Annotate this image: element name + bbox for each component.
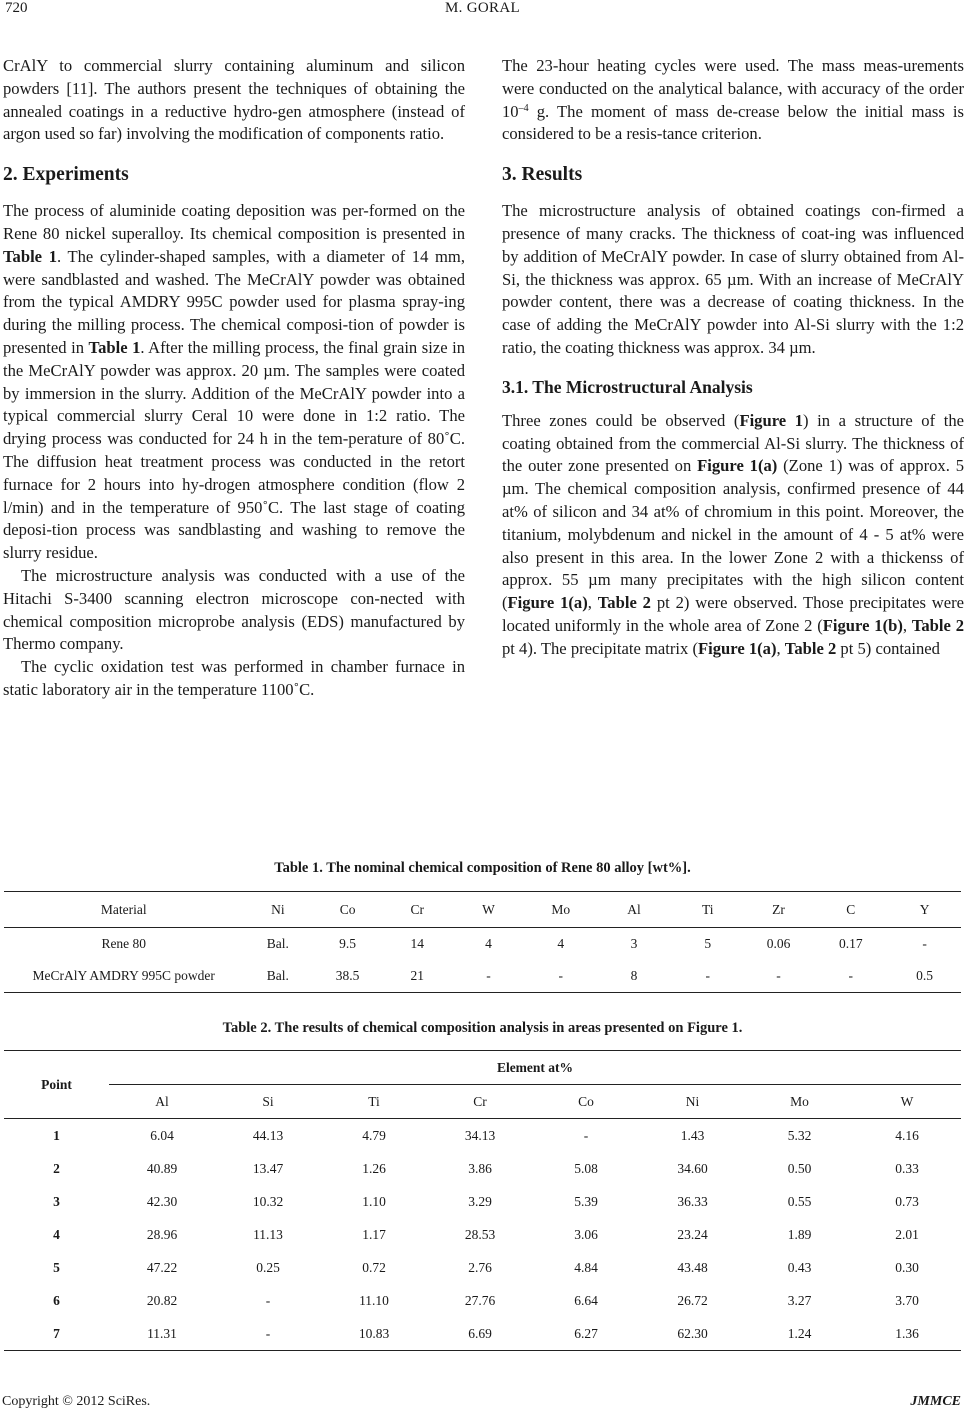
column-header: Ni <box>639 1085 746 1119</box>
column-header: Al <box>109 1085 215 1119</box>
table-cell: 0.17 <box>838 936 863 951</box>
paragraph: The process of aluminide coating deposition was per-formed on the Rene 80 nickel superalloy. Its chemical composition is presented in Table 1. The cylinder-shaped samples, with a diameter of 14 mm, were sandblasted and washed. The MeCrAlY powder was obtained from the typical AMDRY 995C powder used for plasma spray-ing during the milling process. The chemical composi-tion of powder is presented in Table 1. After the milling process, the final grain size in the MeCrAlY powder was approx. 20 µm. The samples were coated by immersion in the slurry. Addition of the MeCrAlY powder into a typical commercial slurry Ceral 10 were done in 1:2 ratio. The drying process was conducted for 24 h in the tem-perature of 80˚C. The diffusion heat treatment process was conducted in the retort furnace for 2 hours into hy-drogen atmosphere condition (flow 2 l/min) and in the temperature of 950˚C. The last stage of coating deposi-tion process was sandblasting and washing to remove the slurry residue. <box>3 201 465 563</box>
table-cell: 1.89 <box>787 1226 812 1242</box>
column-header: Co <box>312 892 383 928</box>
table-row <box>4 1185 961 1218</box>
table-cell: 4 <box>53 1226 60 1242</box>
table-cell: 3.06 <box>574 1226 598 1242</box>
column-header: Ti <box>672 892 744 928</box>
column-header: Si <box>215 1085 321 1119</box>
table2 <box>4 1050 961 1351</box>
copyright-notice: Copyright © 2012 SciRes. <box>2 1394 151 1409</box>
table-cell: 0.50 <box>787 1160 812 1176</box>
table-cell: 0.73 <box>895 1193 919 1209</box>
table-cell: - <box>558 968 564 983</box>
figure-reference[interactable]: Figure 1 <box>739 410 804 430</box>
column-header: Cr <box>383 892 452 928</box>
table-reference[interactable]: Table 2 <box>784 638 837 658</box>
table-cell: 20.82 <box>146 1292 178 1308</box>
table-row <box>4 1317 961 1351</box>
table-cell: - <box>265 1292 271 1308</box>
table-cell: - <box>848 968 854 983</box>
table-cell: 4.16 <box>895 1127 919 1143</box>
table-cell: 6.27 <box>574 1325 598 1341</box>
table-cell: 5.08 <box>574 1160 598 1176</box>
column-header: C <box>813 892 888 928</box>
table-cell: Rene 80 <box>101 936 147 951</box>
table-cell: 3 <box>630 936 638 951</box>
table-cell: 11.13 <box>253 1226 283 1242</box>
table-cell: 5 <box>53 1259 60 1275</box>
table-cell: 0.55 <box>787 1193 812 1209</box>
column-header: Mo <box>746 1085 853 1119</box>
table-cell: 2.76 <box>468 1259 492 1275</box>
table-cell: - <box>486 968 491 983</box>
table-row <box>4 928 961 961</box>
column-header: Zr <box>744 892 814 928</box>
table-cell: Bal. <box>266 968 289 983</box>
column-header: Ti <box>321 1085 427 1119</box>
table-cell: 23.24 <box>677 1226 708 1242</box>
section-heading-results: 3. Results <box>502 164 583 186</box>
subsection-heading: 3.1. The Microstructural Analysis <box>502 376 753 397</box>
table-cell: 0.43 <box>787 1259 812 1275</box>
table-cell: - <box>922 936 927 951</box>
table-reference[interactable]: Table 1 <box>88 337 141 357</box>
table-cell: 0.72 <box>362 1259 386 1275</box>
table-cell: 8 <box>630 968 638 983</box>
table-cell: 3.86 <box>468 1160 492 1176</box>
table-cell: 3.70 <box>895 1292 919 1308</box>
table-cell: 21 <box>410 968 425 983</box>
table-cell: Bal. <box>266 936 289 951</box>
table-cell: 2.01 <box>895 1226 919 1242</box>
table-reference[interactable]: Table 1 <box>3 246 57 266</box>
column-header: Co <box>533 1085 639 1119</box>
table-cell: - <box>776 968 781 983</box>
column-header: Cr <box>427 1085 533 1119</box>
table-cell: 1.10 <box>362 1193 386 1209</box>
paragraph: CrAlY to commercial slurry containing aluminum and silicon powders [11]. The authors present the techniques of obtaining the annealed coatings in a reductive hydro-gen atmosphere (instead of argon used so far) involving the modification of components ratio. <box>3 56 465 144</box>
table-cell: 5 <box>704 936 712 951</box>
table-cell: 11.31 <box>147 1325 177 1341</box>
table-header-row <box>4 1051 961 1085</box>
table1 <box>4 891 961 993</box>
table-cell: 11.10 <box>359 1292 389 1308</box>
table-cell: 4.79 <box>362 1127 386 1143</box>
table-reference[interactable]: Table 2 <box>597 593 651 613</box>
paragraph: Three zones could be observed (Figure 1) in a structure of the coating obtained from the commercial Al-Si slurry. The thickness of the outer zone presented on Figure 1(a) (Zone 1) was of approx. 5 µm. The chemical composition analysis, confirmed presence of 44 at% of silicon and 34 at% of chromium in this point. Moreover, the titanium, molybdenum and nickel in the amount of 4 - 5 at% were also present in this area. In the lower Zone 2 with a thickenss of approx. 55 µm many precipitates with the high silicon content (Figure 1(a), Table 2 pt 2) were observed. Those precipitates were located uniformly in the whole area of Zone 2 (Figure 1(b), Table 2 pt 4). The precipitate matrix (Figure 1(a), Table 2 pt 5) contained <box>502 410 965 658</box>
running-head: M. GORAL <box>445 0 520 16</box>
table-cell: 14 <box>410 936 425 951</box>
table-cell: 44.13 <box>252 1127 284 1143</box>
table-cell: 3.27 <box>787 1292 812 1308</box>
table-cell: 7 <box>53 1325 60 1341</box>
table-cell: 4 <box>557 936 565 951</box>
paragraph: The microstructure analysis of obtained coatings con-firmed a presence of many cracks. The thickness of coat-ing was influenced by addition of MeCrAlY powder. In case of slurry obtained from Al-Si, the thickness was approx. 65 µm. With an increase of MeCrAlY powder content, there was a decrease of coating thickness. In the case of adding the MeCrAlY powder into Al-Si slurry with the 1:2 ratio, the coating thickness was approx. 34 µm. <box>502 201 964 357</box>
table-cell: 13.47 <box>252 1160 284 1176</box>
figure-reference[interactable]: Figure 1(b) <box>822 615 903 635</box>
table-cell: 47.22 <box>146 1259 178 1275</box>
table-cell: 0.30 <box>895 1259 919 1275</box>
section-heading-experiments: 2. Experiments <box>3 164 129 186</box>
table-cell: 28.96 <box>146 1226 178 1242</box>
table-reference[interactable]: Table 2 <box>911 615 964 635</box>
table-cell: 0.33 <box>895 1160 919 1176</box>
table-cell: 6.64 <box>574 1292 598 1308</box>
table1-caption: Table 1. The nominal chemical composition of Rene 80 alloy [wt%]. <box>274 860 691 876</box>
table-cell: 6.04 <box>150 1127 174 1143</box>
table-cell: MeCrAlY AMDRY 995C powder <box>32 968 215 983</box>
table-cell: 36.33 <box>677 1193 708 1209</box>
table-cell: 1.17 <box>362 1226 386 1242</box>
figure-reference[interactable]: Figure 1(a) <box>697 456 778 476</box>
table-row <box>4 1152 961 1185</box>
table-cell: 40.89 <box>146 1160 178 1176</box>
column-header: Al <box>596 892 672 928</box>
table-cell: 0.06 <box>766 936 791 951</box>
left-column <box>3 55 465 702</box>
column-header: W <box>853 1085 961 1119</box>
table-cell: 27.76 <box>464 1292 496 1308</box>
table-cell: 3.29 <box>468 1193 492 1209</box>
page-number: 720 <box>5 0 28 16</box>
column-group-header: Element at% <box>109 1051 961 1085</box>
table-cell: 28.53 <box>464 1226 496 1242</box>
column-header: Y <box>888 892 961 928</box>
table-cell: 4.84 <box>574 1259 598 1275</box>
table-cell: 0.5 <box>916 968 934 983</box>
column-header: Mo <box>525 892 596 928</box>
table2-caption: Table 2. The results of chemical composition analysis in areas presented on Figure 1. <box>222 1020 743 1036</box>
table-cell: 3 <box>53 1193 60 1209</box>
table-cell: 0.25 <box>256 1259 280 1275</box>
table-row <box>4 1218 961 1251</box>
table-cell: 1 <box>53 1127 60 1143</box>
table-cell: 2 <box>53 1160 60 1176</box>
column-header: Material <box>4 892 244 928</box>
figure-reference[interactable]: Figure 1(a) <box>697 638 777 658</box>
figure-reference[interactable]: Figure 1(a) <box>507 593 588 613</box>
table-cell: 9.5 <box>339 936 356 951</box>
table-cell: 6.69 <box>468 1325 492 1341</box>
table-cell: 38.5 <box>335 968 360 983</box>
table-cell: 43.48 <box>677 1259 708 1275</box>
table-row <box>4 960 961 993</box>
table-cell: - <box>265 1325 271 1341</box>
table-cell: 10.32 <box>252 1193 284 1209</box>
table-header-row <box>4 892 961 928</box>
column-header: W <box>452 892 526 928</box>
paragraph: The microstructure analysis was conducted with a use of the Hitachi S-3400 scanning electron microscope con-nected with chemical composition microprobe analysis (EDS) manufactured by Thermo company. <box>3 565 465 654</box>
table-row <box>4 1251 961 1284</box>
table-cell: - <box>583 1127 589 1143</box>
table-cell: 34.60 <box>677 1160 708 1176</box>
paragraph: The 23-hour heating cycles were used. The mass meas-urements were conducted on the analytical balance, with accuracy of the order $10^{-4}$ g. The moment of mass de-crease below the initial mass is considered to be a resis-tance criterion. <box>502 56 964 144</box>
table-cell: 62.30 <box>677 1325 708 1341</box>
journal-name: JMMCE <box>910 1394 961 1409</box>
table-cell: 10.83 <box>358 1325 390 1341</box>
column-header: Point <box>4 1051 109 1119</box>
table-cell: - <box>705 968 711 983</box>
table-cell: 6 <box>53 1292 60 1308</box>
table-cell: 1.36 <box>895 1325 919 1341</box>
table-cell: 1.24 <box>787 1325 812 1341</box>
table-row <box>4 1284 961 1317</box>
table-cell: 1.43 <box>680 1127 705 1143</box>
table-cell: 5.39 <box>574 1193 598 1209</box>
table-cell: 5.32 <box>787 1127 812 1143</box>
right-column <box>502 55 964 661</box>
table-cell: 4 <box>485 936 492 951</box>
table-cell: 1.26 <box>362 1160 386 1176</box>
column-header: Ni <box>244 892 313 928</box>
table-cell: 42.30 <box>146 1193 178 1209</box>
table-header-row <box>4 1085 961 1119</box>
table-cell: 34.13 <box>464 1127 496 1143</box>
paragraph: The cyclic oxidation test was performed in chamber furnace in static laboratory air in the temperature 1100˚C. <box>3 657 465 699</box>
table-cell: 26.72 <box>677 1292 708 1308</box>
table-row <box>4 1119 961 1153</box>
